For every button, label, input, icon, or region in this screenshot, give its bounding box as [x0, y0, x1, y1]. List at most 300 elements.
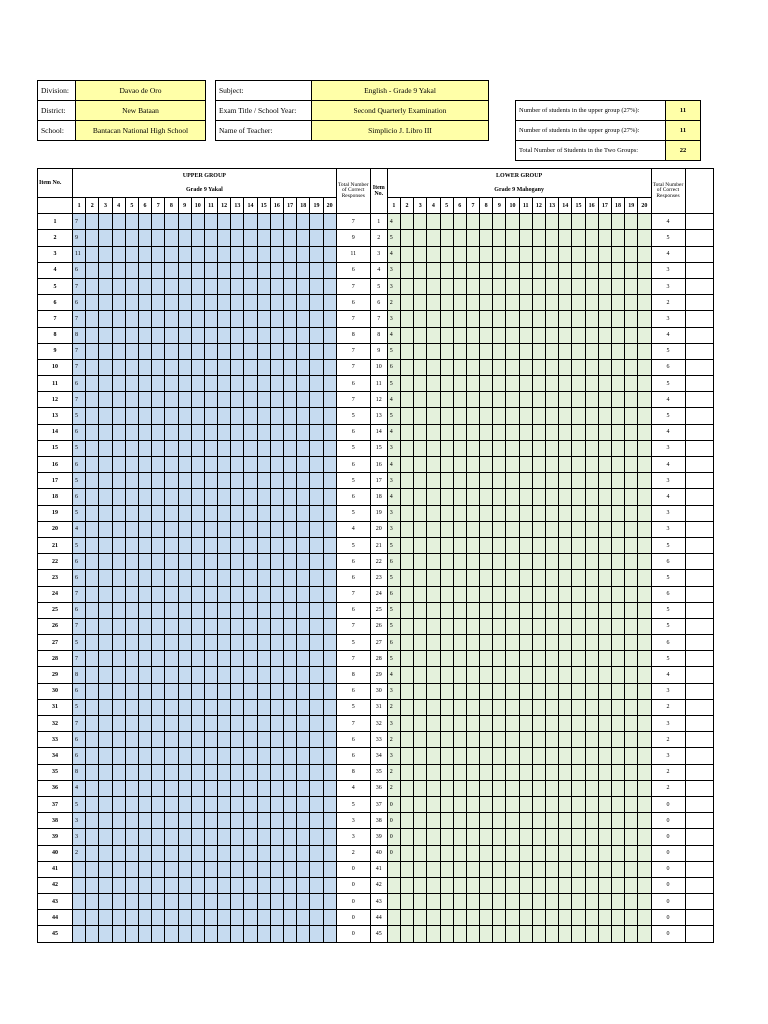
upper-response-cell [125, 683, 138, 699]
lower-response-cell [480, 295, 493, 311]
upper-response-cell [310, 926, 323, 942]
lower-response-cell [585, 359, 598, 375]
lower-response-cell [598, 877, 611, 893]
item-number: 42 [38, 877, 73, 893]
item-number: 22 [38, 554, 73, 570]
lower-total-cell: 3 [651, 748, 685, 764]
lower-response-cell [414, 408, 427, 424]
lower-response-cell [519, 732, 532, 748]
lower-response-cell [611, 813, 624, 829]
lower-response-cell [559, 667, 572, 683]
lower-response-cell [400, 262, 413, 278]
lower-response-cell [466, 408, 479, 424]
lower-response-cell [638, 554, 651, 570]
blank-cell [685, 359, 713, 375]
upper-response-cell [270, 570, 283, 586]
lower-response-cell [625, 343, 638, 359]
lower-correct-count: 3 [387, 748, 400, 764]
upper-response-cell [323, 262, 336, 278]
lower-response-cell [493, 618, 506, 634]
upper-response-cell [152, 457, 165, 473]
lower-response-cell [427, 667, 440, 683]
upper-response-cell [165, 424, 178, 440]
lower-response-cell [532, 780, 545, 796]
upper-response-cell [310, 359, 323, 375]
lower-response-cell [572, 424, 585, 440]
upper-response-cell [165, 618, 178, 634]
lower-response-cell [414, 829, 427, 845]
lower-response-cell [638, 910, 651, 926]
lower-correct-count: 3 [387, 278, 400, 294]
lower-response-cell [598, 683, 611, 699]
lower-response-cell [546, 570, 559, 586]
upper-response-cell [310, 894, 323, 910]
lower-response-cell [400, 732, 413, 748]
upper-response-cell [218, 635, 231, 651]
upper-response-cell [204, 796, 217, 812]
lower-response-cell [559, 230, 572, 246]
upper-response-cell [178, 845, 191, 861]
lower-item-number: 35 [370, 764, 387, 780]
lower-response-cell [559, 295, 572, 311]
upper-response-cell [191, 635, 204, 651]
teacher-value: Simplicio J. Libro III [312, 121, 489, 141]
lower-response-cell [453, 311, 466, 327]
upper-response-cell [99, 505, 112, 521]
lower-student-col-header: 16 [585, 198, 598, 214]
upper-response-cell [270, 894, 283, 910]
lower-item-number: 5 [370, 278, 387, 294]
upper-response-cell [244, 246, 257, 262]
lower-student-col-header: 2 [400, 198, 413, 214]
upper-response-cell [112, 602, 125, 618]
lower-response-cell [611, 861, 624, 877]
lower-response-cell [546, 214, 559, 230]
item-number: 40 [38, 845, 73, 861]
upper-response-cell [125, 376, 138, 392]
upper-response-cell [138, 440, 151, 456]
upper-response-cell [204, 716, 217, 732]
upper-response-cell [310, 457, 323, 473]
lower-response-cell [532, 635, 545, 651]
upper-response-cell [284, 521, 297, 537]
lower-response-cell [453, 343, 466, 359]
lower-correct-count: 6 [387, 359, 400, 375]
lower-response-cell [440, 537, 453, 553]
lower-response-cell [572, 570, 585, 586]
upper-response-cell [138, 359, 151, 375]
upper-response-cell [284, 845, 297, 861]
upper-response-cell [138, 699, 151, 715]
upper-response-cell [231, 440, 244, 456]
lower-response-cell [480, 424, 493, 440]
upper-response-cell [218, 894, 231, 910]
upper-response-cell [231, 813, 244, 829]
upper-response-cell [112, 861, 125, 877]
upper-response-cell [138, 813, 151, 829]
upper-response-cell [218, 570, 231, 586]
lower-response-cell [598, 829, 611, 845]
upper-response-cell [270, 262, 283, 278]
blank-cell [685, 295, 713, 311]
upper-response-cell [191, 651, 204, 667]
upper-response-cell [125, 732, 138, 748]
item-number: 4 [38, 262, 73, 278]
upper-response-cell [191, 861, 204, 877]
lower-response-cell [414, 764, 427, 780]
upper-response-cell [310, 732, 323, 748]
lower-response-cell [532, 926, 545, 942]
upper-response-cell [152, 845, 165, 861]
lower-response-cell [414, 683, 427, 699]
lower-response-cell [440, 376, 453, 392]
lower-response-cell [638, 845, 651, 861]
lower-total-cell: 5 [651, 408, 685, 424]
lower-response-cell [519, 521, 532, 537]
upper-response-cell [310, 246, 323, 262]
item-number: 19 [38, 505, 73, 521]
lower-item-number: 26 [370, 618, 387, 634]
upper-response-cell [138, 716, 151, 732]
lower-response-cell [480, 732, 493, 748]
upper-response-cell [112, 246, 125, 262]
blank-cell [685, 667, 713, 683]
upper-response-cell [284, 278, 297, 294]
item-number: 25 [38, 602, 73, 618]
upper-response-cell [231, 764, 244, 780]
upper-response-cell [231, 732, 244, 748]
upper-response-cell [284, 311, 297, 327]
upper-response-cell [244, 910, 257, 926]
lower-response-cell [400, 845, 413, 861]
table-row [38, 796, 714, 812]
lower-total-cell: 0 [651, 845, 685, 861]
lower-response-cell [506, 392, 519, 408]
upper-response-cell [178, 246, 191, 262]
lower-response-cell [585, 295, 598, 311]
upper-response-cell [310, 635, 323, 651]
lower-response-cell [585, 732, 598, 748]
lower-total-cell: 3 [651, 440, 685, 456]
lower-response-cell [440, 246, 453, 262]
lower-total-cell: 0 [651, 796, 685, 812]
lower-response-cell [414, 732, 427, 748]
lower-response-cell [493, 359, 506, 375]
lower-response-cell [427, 829, 440, 845]
lower-response-cell [493, 667, 506, 683]
lower-item-number: 34 [370, 748, 387, 764]
upper-response-cell [86, 796, 99, 812]
lower-response-cell [572, 278, 585, 294]
lower-total-cell: 3 [651, 473, 685, 489]
upper-response-cell [204, 635, 217, 651]
lower-response-cell [400, 246, 413, 262]
lower-response-cell [427, 424, 440, 440]
lower-response-cell [519, 748, 532, 764]
upper-student-col-header: 11 [204, 198, 217, 214]
lower-response-cell [453, 537, 466, 553]
upper-response-cell [218, 246, 231, 262]
lower-response-cell [414, 618, 427, 634]
lower-response-cell [453, 457, 466, 473]
lower-response-cell [414, 845, 427, 861]
lower-response-cell [400, 440, 413, 456]
upper-response-cell [112, 311, 125, 327]
upper-response-cell [270, 327, 283, 343]
upper-response-cell [152, 554, 165, 570]
lower-response-cell [466, 716, 479, 732]
lower-response-cell [532, 845, 545, 861]
upper-response-cell [165, 796, 178, 812]
upper-correct-count: 4 [73, 780, 86, 796]
upper-response-cell [138, 554, 151, 570]
lower-response-cell [598, 359, 611, 375]
item-number: 18 [38, 489, 73, 505]
lower-response-cell [585, 813, 598, 829]
upper-response-cell [297, 392, 310, 408]
upper-response-cell [244, 683, 257, 699]
lower-response-cell [400, 926, 413, 942]
upper-response-cell [310, 327, 323, 343]
stats-value: 22 [666, 141, 701, 161]
lower-response-cell [532, 521, 545, 537]
lower-response-cell [532, 359, 545, 375]
item-number: 1 [38, 214, 73, 230]
upper-response-cell [231, 246, 244, 262]
lower-response-cell [440, 214, 453, 230]
item-number: 29 [38, 667, 73, 683]
lower-response-cell [480, 392, 493, 408]
lower-total-cell: 0 [651, 813, 685, 829]
upper-response-cell [284, 796, 297, 812]
lower-correct-count: 3 [387, 440, 400, 456]
upper-response-cell [125, 618, 138, 634]
lower-response-cell [493, 716, 506, 732]
upper-correct-count: 9 [73, 230, 86, 246]
lower-response-cell [453, 262, 466, 278]
lower-response-cell [453, 845, 466, 861]
lower-response-cell [519, 651, 532, 667]
blank-cell [685, 440, 713, 456]
lower-response-cell [427, 262, 440, 278]
lower-response-cell [638, 796, 651, 812]
upper-total-cell: 7 [336, 343, 370, 359]
lower-item-number: 32 [370, 716, 387, 732]
upper-response-cell [191, 780, 204, 796]
upper-response-cell [270, 521, 283, 537]
lower-response-cell [493, 586, 506, 602]
lower-response-cell [572, 699, 585, 715]
lower-response-cell [611, 554, 624, 570]
upper-response-cell [270, 651, 283, 667]
upper-response-cell [138, 295, 151, 311]
lower-response-cell [480, 764, 493, 780]
lower-response-cell [625, 635, 638, 651]
upper-correct-count: 8 [73, 667, 86, 683]
upper-response-cell [257, 278, 270, 294]
lower-response-cell [638, 537, 651, 553]
upper-response-cell [270, 246, 283, 262]
upper-response-cell [112, 926, 125, 942]
upper-response-cell [125, 457, 138, 473]
upper-correct-count: 2 [73, 845, 86, 861]
blank-cell [685, 376, 713, 392]
lower-response-cell [559, 796, 572, 812]
lower-response-cell [480, 667, 493, 683]
lower-response-cell [638, 780, 651, 796]
lower-response-cell [598, 651, 611, 667]
upper-response-cell [86, 667, 99, 683]
lower-response-cell [440, 829, 453, 845]
lower-response-cell [466, 618, 479, 634]
lower-response-cell [519, 440, 532, 456]
upper-response-cell [323, 214, 336, 230]
upper-response-cell [270, 376, 283, 392]
upper-correct-count: 7 [73, 392, 86, 408]
upper-response-cell [165, 246, 178, 262]
lower-response-cell [427, 343, 440, 359]
upper-response-cell [112, 699, 125, 715]
lower-student-col-header: 9 [493, 198, 506, 214]
upper-response-cell [138, 521, 151, 537]
school-value: Bantacan National High School [76, 121, 206, 141]
lower-response-cell [572, 813, 585, 829]
lower-response-cell [414, 214, 427, 230]
lower-response-cell [480, 829, 493, 845]
item-number: 15 [38, 440, 73, 456]
upper-total-cell: 9 [336, 230, 370, 246]
upper-response-cell [297, 780, 310, 796]
lower-response-cell [546, 732, 559, 748]
upper-response-cell [112, 230, 125, 246]
upper-response-cell [191, 829, 204, 845]
lower-response-cell [638, 877, 651, 893]
lower-correct-count: 6 [387, 554, 400, 570]
lower-response-cell [585, 586, 598, 602]
upper-response-cell [165, 521, 178, 537]
lower-response-cell [414, 651, 427, 667]
upper-response-cell [310, 440, 323, 456]
lower-response-cell [400, 457, 413, 473]
lower-response-cell [572, 586, 585, 602]
upper-total-cell: 6 [336, 489, 370, 505]
upper-response-cell [99, 764, 112, 780]
upper-response-cell [244, 408, 257, 424]
item-number: 13 [38, 408, 73, 424]
upper-correct-count: 7 [73, 214, 86, 230]
upper-response-cell [244, 732, 257, 748]
lower-response-cell [427, 473, 440, 489]
table-row [38, 651, 714, 667]
upper-response-cell [138, 780, 151, 796]
upper-response-cell [178, 926, 191, 942]
lower-response-cell [598, 246, 611, 262]
upper-response-cell [165, 845, 178, 861]
upper-response-cell [297, 537, 310, 553]
lower-response-cell [493, 683, 506, 699]
lower-response-cell [453, 732, 466, 748]
upper-response-cell [310, 424, 323, 440]
upper-response-cell [231, 926, 244, 942]
upper-response-cell [284, 505, 297, 521]
upper-response-cell [178, 635, 191, 651]
lower-response-cell [400, 894, 413, 910]
upper-response-cell [99, 214, 112, 230]
lower-response-cell [400, 376, 413, 392]
upper-response-cell [125, 894, 138, 910]
lower-response-cell [466, 489, 479, 505]
lower-response-cell [414, 813, 427, 829]
upper-response-cell [323, 635, 336, 651]
upper-response-cell [244, 311, 257, 327]
lower-response-cell [453, 424, 466, 440]
lower-response-cell [466, 813, 479, 829]
lower-response-cell [466, 894, 479, 910]
lower-response-cell [414, 424, 427, 440]
lower-response-cell [532, 311, 545, 327]
upper-response-cell [99, 602, 112, 618]
lower-response-cell [466, 602, 479, 618]
upper-response-cell [323, 877, 336, 893]
lower-response-cell [638, 262, 651, 278]
lower-response-cell [427, 877, 440, 893]
upper-response-cell [112, 359, 125, 375]
upper-response-cell [323, 829, 336, 845]
lower-response-cell [598, 457, 611, 473]
lower-correct-count: 0 [387, 813, 400, 829]
lower-response-cell [414, 602, 427, 618]
item-number: 34 [38, 748, 73, 764]
lower-response-cell [414, 521, 427, 537]
lower-response-cell [625, 732, 638, 748]
lower-response-cell [625, 829, 638, 845]
lower-response-cell [440, 618, 453, 634]
lower-response-cell [427, 699, 440, 715]
lower-response-cell [506, 327, 519, 343]
lower-student-col-header: 19 [625, 198, 638, 214]
upper-response-cell [191, 473, 204, 489]
upper-response-cell [231, 376, 244, 392]
lower-response-cell [440, 926, 453, 942]
upper-response-cell [138, 877, 151, 893]
upper-response-cell [218, 618, 231, 634]
lower-response-cell [519, 408, 532, 424]
upper-correct-count: 6 [73, 602, 86, 618]
upper-total-cell: 4 [336, 521, 370, 537]
upper-response-cell [112, 748, 125, 764]
lower-total-cell: 2 [651, 732, 685, 748]
upper-response-cell [125, 278, 138, 294]
lower-response-cell [585, 699, 598, 715]
upper-response-cell [152, 295, 165, 311]
item-number: 28 [38, 651, 73, 667]
upper-response-cell [152, 505, 165, 521]
upper-total-cell: 5 [336, 699, 370, 715]
lower-response-cell [598, 295, 611, 311]
upper-response-cell [178, 214, 191, 230]
lower-response-cell [559, 392, 572, 408]
blank-cell [685, 764, 713, 780]
lower-response-cell [493, 894, 506, 910]
upper-response-cell [125, 343, 138, 359]
lower-response-cell [598, 537, 611, 553]
lower-total-cell: 6 [651, 554, 685, 570]
lower-correct-count [387, 861, 400, 877]
lower-correct-count: 4 [387, 424, 400, 440]
lower-response-cell [559, 780, 572, 796]
upper-response-cell [191, 845, 204, 861]
lower-response-cell [559, 457, 572, 473]
